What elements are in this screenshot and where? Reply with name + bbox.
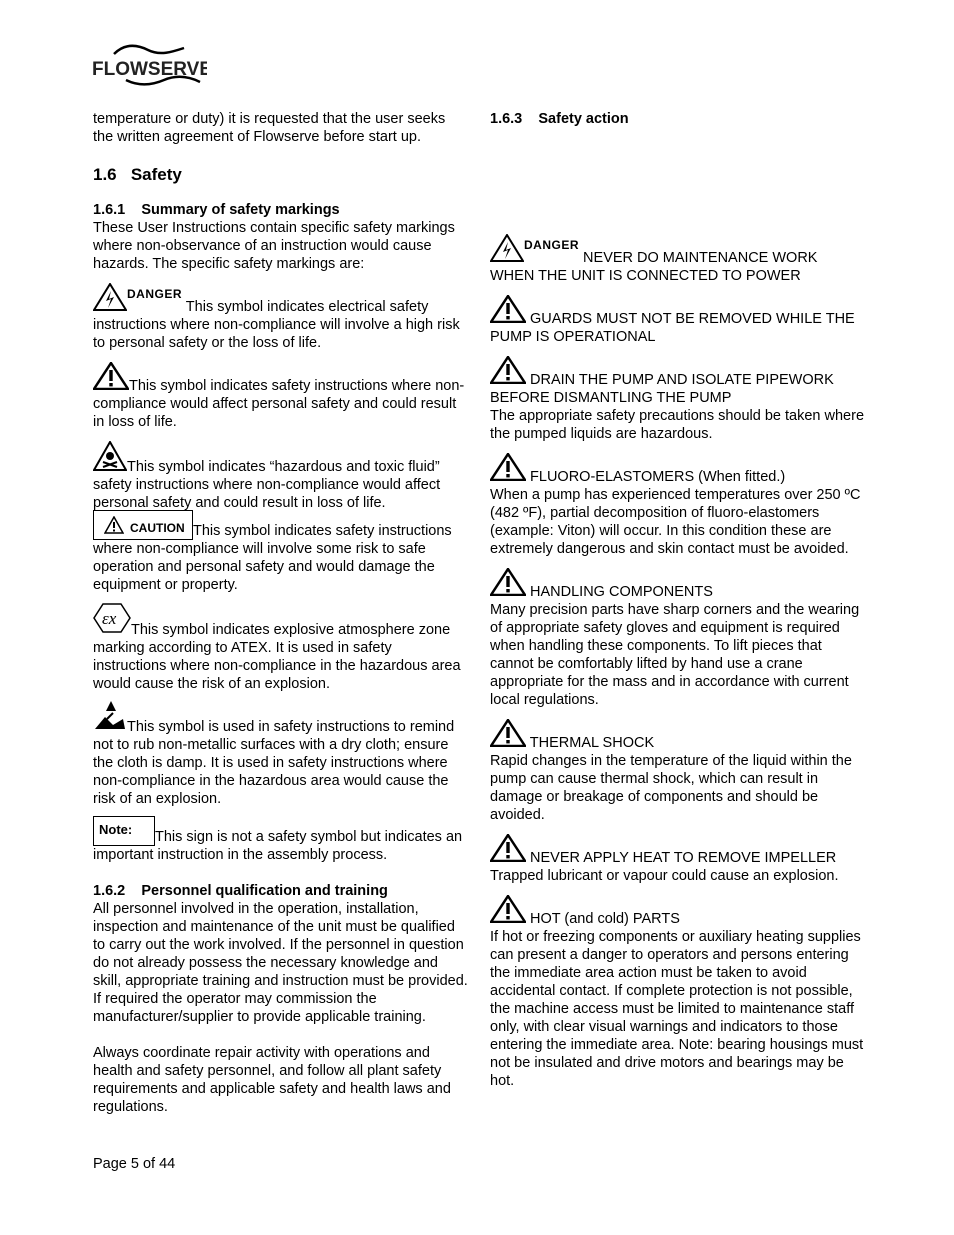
- personnel-text-1: All personnel involved in the operation, installation, inspection and maintenance of the unit must be qualified to carry out the work involved. If the personnel in question do not already possess the necessary knowledge and skill, appropriate training and instruction must be provided. If required the operator may commission the manufacturer/supplier to provide applicable training.: [93, 901, 468, 1025]
- electrical-danger-icon: [93, 283, 127, 316]
- warning-icon: [490, 895, 526, 928]
- electrical-danger-icon: [490, 234, 524, 267]
- intro-text: temperature or duty) it is requested that the user seeks the written agreement of Flowserve before start up.: [93, 111, 446, 145]
- note-symbol-text: This sign is not a safety symbol but indicates an important instruction in the assembly process.: [93, 829, 463, 863]
- section-number: 1.6: [93, 165, 117, 184]
- action-drain: [490, 356, 865, 407]
- summary-text: These User Instructions contain specific safety markings where non-observance of an instruction would cause hazards. The specific safety markings are:: [93, 220, 455, 272]
- danger-label: DANGER: [127, 287, 183, 301]
- warning-icon: [490, 719, 526, 752]
- warning-symbol-text: This symbol indicates safety instructions where non-compliance would affect personal safety and could result in loss of life.: [93, 378, 465, 430]
- subsection-number: 1.6.3: [490, 111, 523, 127]
- action-thermal: [490, 719, 865, 752]
- page-number: Page 5 of 44: [93, 1156, 176, 1172]
- action-heading: DRAIN THE PUMP AND ISOLATE PIPEWORK BEFORE DISMANTLING THE PUMP: [490, 372, 834, 406]
- cloth-symbol-entry: [93, 701, 468, 808]
- warning-icon: [490, 356, 526, 389]
- dry-cloth-icon: [93, 701, 127, 736]
- logo-text: FLOWSERVE: [92, 59, 207, 80]
- warning-icon: [490, 295, 526, 328]
- svg-text:εx: εx: [102, 609, 117, 628]
- subsection-heading-1-6-2: [93, 882, 468, 900]
- subsection-title: Safety action: [538, 111, 629, 127]
- warning-symbol-entry: [93, 362, 468, 431]
- action-guards: [490, 295, 865, 346]
- toxic-symbol-text: This symbol indicates “hazardous and toxic fluid” safety instructions where non-compliance would affect personal safety and could result in loss of life.: [93, 459, 441, 511]
- atex-symbol-entry: [93, 602, 468, 693]
- danger-label: DANGER: [524, 238, 580, 252]
- action-heading: NEVER APPLY HEAT TO REMOVE IMPELLER: [530, 850, 837, 866]
- action-heading: FLUORO-ELASTOMERS (When fitted.): [530, 469, 786, 485]
- action-heading: THERMAL SHOCK: [529, 735, 655, 751]
- subsection-number: 1.6.2: [93, 883, 126, 899]
- note-symbol-entry: [93, 816, 468, 864]
- action-heading: NEVER DO MAINTENANCE WORK WHEN THE UNIT IS CONNECTED TO POWER: [490, 250, 818, 284]
- atex-symbol-text: This symbol indicates explosive atmosphere zone marking according to ATEX. It is used in safety instructions where non-compliance in the hazardous area would cause the risk of an explosion.: [93, 622, 461, 692]
- left-column: [93, 110, 468, 1116]
- caution-warning-icon: [104, 516, 124, 534]
- action-body: When a pump has experienced temperatures over 250 ºC (482 ºF), partial decomposition of fluoro-elastomers (example: Viton) will occur. In this condition these are extremely dangerous and skin contact must be avoided.: [490, 487, 861, 557]
- action-fluoro: [490, 453, 865, 486]
- caution-sign: [93, 510, 193, 540]
- warning-icon: [490, 568, 526, 601]
- subsection-title: Summary of safety markings: [141, 202, 340, 218]
- warning-icon: [490, 834, 526, 867]
- action-body: Many precision parts have sharp corners and the wearing of appropriate safety gloves and equipment is required when handling these components. To lift pieces that cannot be comfortably lifted by hand use a crane appropriate for the mass and in accordance with current local regulations.: [490, 602, 860, 708]
- subsection-heading-1-6-1: [93, 201, 468, 219]
- action-body: Trapped lubricant or vapour could cause an explosion.: [490, 868, 839, 884]
- action-body: Rapid changes in the temperature of the liquid within the pump can cause thermal shock, which can result in damage or breakage of components and should be avoided.: [490, 753, 852, 823]
- section-title: Safety: [130, 165, 182, 184]
- subsection-heading-1-6-3: [490, 110, 865, 128]
- hazardous-toxic-fluid-icon: [93, 441, 127, 476]
- caution-symbol-entry: [93, 510, 468, 594]
- section-heading: [93, 164, 468, 186]
- action-body: If hot or freezing components or auxiliary heating supplies can present a danger to operators and persons entering the immediate area action must be taken to avoid accidental contact. If complete protection is not possible, the machine access must be limited to maintenance staff only, with clear visual warnings and indicators to those entering the immediate area. Note: bearing housings must not be insulated and drive motors and bearings may be hot.: [490, 929, 864, 1089]
- action-no-maintenance: [490, 234, 865, 285]
- atex-explosion-icon: [93, 602, 131, 639]
- caution-symbol-text: This symbol indicates safety instructions where non-compliance will involve some risk to safe operation and personal safety and would damage the equipment or property.: [93, 523, 452, 593]
- action-heading: HOT (and cold) PARTS: [530, 911, 680, 927]
- action-heat: [490, 834, 865, 867]
- personnel-text-2: Always coordinate repair activity with operations and health and safety personnel, and follow all plant safety requirements and applicable safety and health laws and regulations.: [93, 1045, 451, 1115]
- action-body: The appropriate safety precautions should be taken where the pumped liquids are hazardous.: [490, 408, 865, 442]
- warning-icon: [93, 362, 129, 395]
- action-hot-parts: [490, 895, 865, 928]
- cloth-symbol-text: This symbol is used in safety instructions to remind not to rub non-metallic surfaces with a dry cloth; ensure the cloth is damp. It is used in safety instructions where non-compliance in the hazardous area would cause the risk of an explosion.: [93, 719, 455, 807]
- subsection-number: 1.6.1: [93, 202, 126, 218]
- danger-symbol-entry: [93, 283, 468, 352]
- toxic-symbol-entry: [93, 441, 468, 512]
- caution-label: CAUTION: [130, 521, 185, 535]
- action-handling: [490, 568, 865, 601]
- warning-icon: [490, 453, 526, 486]
- note-label: Note:: [99, 822, 133, 837]
- danger-symbol-text: This symbol indicates electrical safety instructions where non-compliance will involve a high risk to personal safety or the loss of life.: [93, 299, 460, 351]
- action-heading: GUARDS MUST NOT BE REMOVED WHILE THE PUMP IS OPERATIONAL: [490, 311, 855, 345]
- note-sign: [93, 816, 155, 846]
- subsection-title: Personnel qualification and training: [141, 883, 388, 899]
- action-heading: HANDLING COMPONENTS: [530, 584, 713, 600]
- right-column: [490, 110, 865, 1090]
- flowserve-logo: [92, 42, 207, 88]
